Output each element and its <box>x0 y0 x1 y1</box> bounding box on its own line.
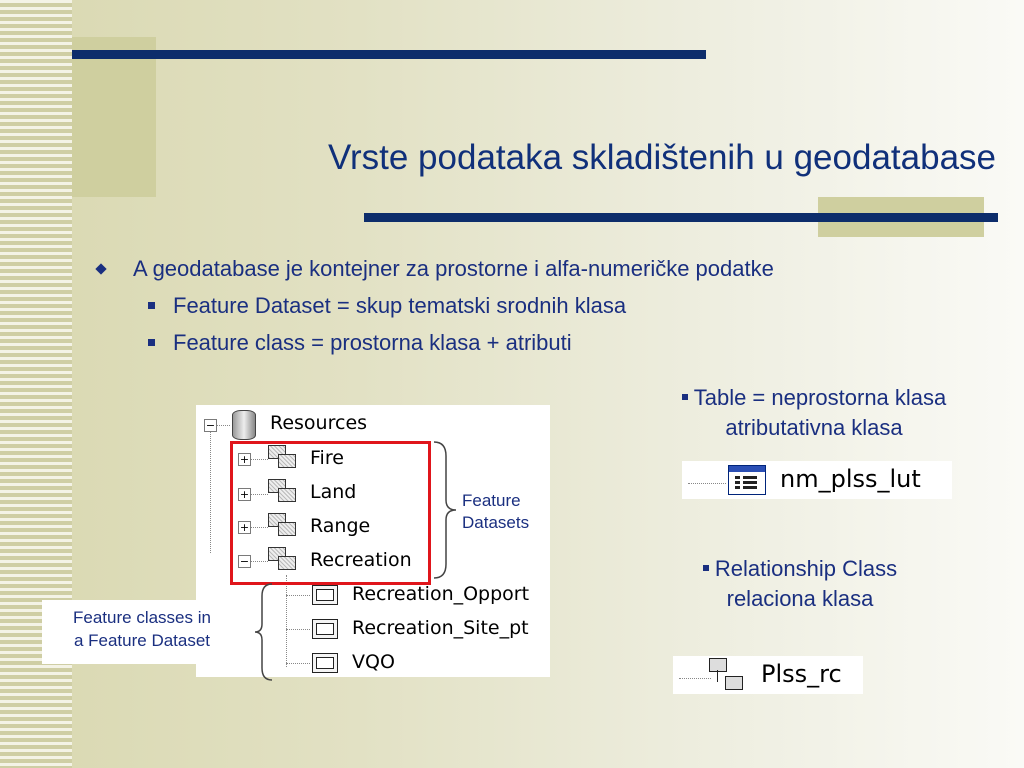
polygon-feature-class-icon <box>312 653 338 673</box>
feature-datasets-note: Feature Datasets <box>462 491 530 532</box>
table-description <box>634 383 994 443</box>
slide-title: Vrste podataka skladištenih u geodatabase <box>327 138 996 177</box>
dataset-range[interactable]: Range <box>310 515 371 537</box>
brace-feature-classes <box>254 582 274 682</box>
table-icon <box>728 465 766 495</box>
bullet-dataset-text: Feature Dataset = skup tematski srodnih klasa <box>173 293 627 318</box>
diamond-bullet-icon <box>95 263 106 274</box>
title-rule <box>364 213 998 222</box>
expand-toggle-land[interactable]: + <box>239 488 250 501</box>
bullet-level1 <box>100 256 774 282</box>
tree-root-label[interactable]: Resources <box>270 412 368 434</box>
feature-class-recreation-opport[interactable]: Recreation_Opport <box>352 583 530 605</box>
bullet-level2-dataset <box>148 293 626 319</box>
expand-toggle-range[interactable]: + <box>239 521 250 534</box>
square-bullet-icon <box>703 565 709 571</box>
point-feature-class-icon <box>312 619 338 639</box>
feature-class-vqo[interactable]: VQO <box>352 651 395 673</box>
feature-classes-note: Feature classes in a Feature Dataset <box>42 600 242 664</box>
table-line2: atributativna klasa <box>725 415 903 440</box>
relationship-description <box>660 554 940 614</box>
top-rule <box>72 50 706 59</box>
relationship-example <box>673 656 863 694</box>
brace-feature-datasets <box>432 440 458 580</box>
table-example <box>682 461 952 499</box>
decorative-block-left <box>72 37 156 197</box>
dataset-recreation[interactable]: Recreation <box>310 549 412 571</box>
feature-datasets-highlight <box>230 441 431 585</box>
relationship-class-icon <box>709 658 727 672</box>
square-bullet-icon <box>148 302 155 309</box>
dataset-fire[interactable]: Fire <box>310 447 344 469</box>
bullet-level2-class <box>148 330 572 356</box>
relationship-name[interactable]: Plss_rc <box>761 660 842 688</box>
polygon-feature-class-icon <box>312 585 338 605</box>
square-bullet-icon <box>148 339 155 346</box>
relationship-line2: relaciona klasa <box>726 586 874 611</box>
bullet-level1-text: A geodatabase je kontejner za prostorne i alfa-numeričke podatke <box>133 256 774 281</box>
collapse-toggle-recreation[interactable]: − <box>239 555 250 568</box>
feature-class-recreation-site[interactable]: Recreation_Site_pt <box>352 617 529 639</box>
relationship-line1: Relationship Class <box>660 554 940 584</box>
table-line1: Table = neprostorna klasa <box>634 383 994 413</box>
bullet-class-text: Feature class = prostorna klasa + atributi <box>173 330 572 355</box>
dataset-land[interactable]: Land <box>310 481 357 503</box>
table-name[interactable]: nm_plss_lut <box>780 465 921 493</box>
database-icon <box>232 410 256 440</box>
expand-toggle-fire[interactable]: + <box>239 453 250 466</box>
square-bullet-icon <box>682 394 688 400</box>
collapse-toggle-root[interactable]: − <box>205 419 216 432</box>
